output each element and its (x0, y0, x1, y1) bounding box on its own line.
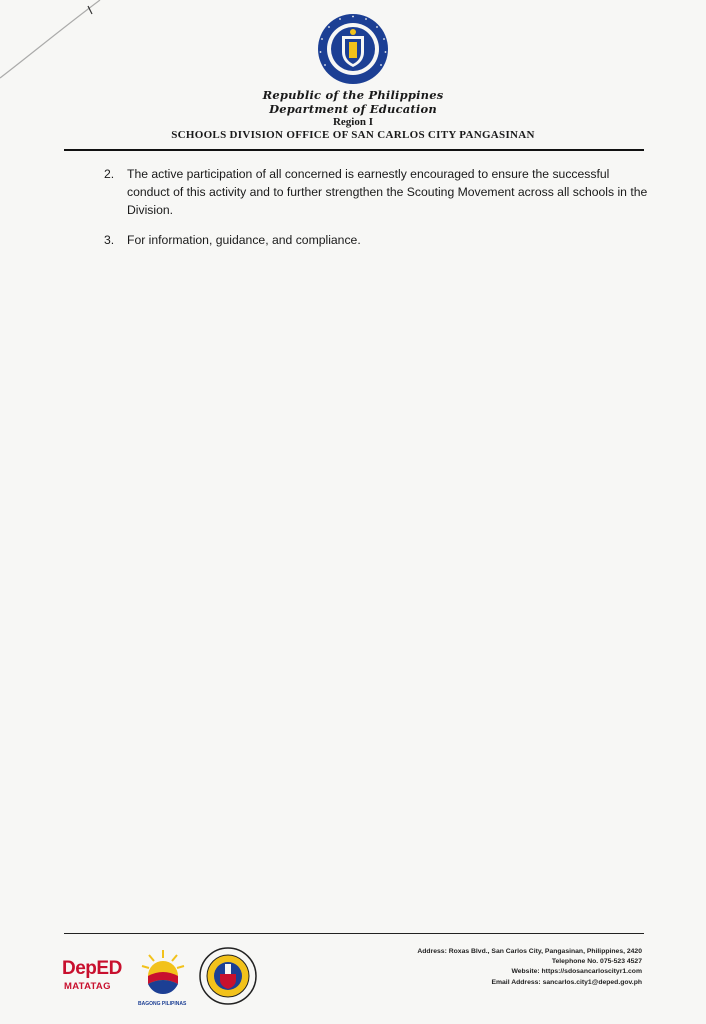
deped-logo-text: DepED (62, 958, 122, 979)
footer-logos (62, 946, 262, 1010)
footer-address: Address: Roxas Blvd., San Carlos City, Pangasinan, Philippines, 2420 (417, 948, 642, 955)
footer-website[interactable]: Website: https://sdosancarloscityr1.com (511, 968, 642, 976)
header-office: SCHOOLS DIVISION OFFICE OF SAN CARLOS CITY PANGASINAN (171, 129, 535, 141)
header-region: Region I (332, 116, 374, 128)
list-number: 2. (104, 167, 115, 181)
header-department: Department of Education (269, 102, 437, 116)
footer-divider (64, 933, 644, 934)
list-number: 3. (104, 233, 115, 247)
matatag-wordmark: MATATAG (64, 981, 111, 992)
list-item (102, 231, 650, 249)
bagong-pilipinas-icon (138, 946, 188, 1000)
footer-contact (417, 947, 642, 988)
header-divider (64, 149, 644, 151)
header-republic: Republic of the Philippines (262, 88, 444, 102)
list-text: For information, guidance, and compliance. (127, 233, 361, 247)
list-text: The active participation of all concerned is earnestly encouraged to ensure the successful conduct of this activity and to further strengthen the Scouting Movement across all schools in the Division. (127, 167, 648, 217)
deped-matatag-logo (62, 946, 126, 1010)
footer-telephone: Telephone No. 075-523 4527 (551, 958, 642, 966)
list-item (102, 165, 650, 219)
deped-wordmark (62, 958, 122, 980)
bagong-pilipinas-label: BAGONG PILIPINAS (138, 1001, 187, 1007)
division-seal-logo (198, 946, 262, 1010)
memo-body-list (102, 165, 650, 249)
deped-seal-icon (316, 12, 390, 86)
division-seal-icon (198, 946, 258, 1006)
footer-email[interactable]: Email Address: sancarlos.city1@deped.gov.ph (491, 978, 642, 986)
bagong-pilipinas-logo (138, 946, 188, 1010)
letterhead (0, 12, 706, 142)
